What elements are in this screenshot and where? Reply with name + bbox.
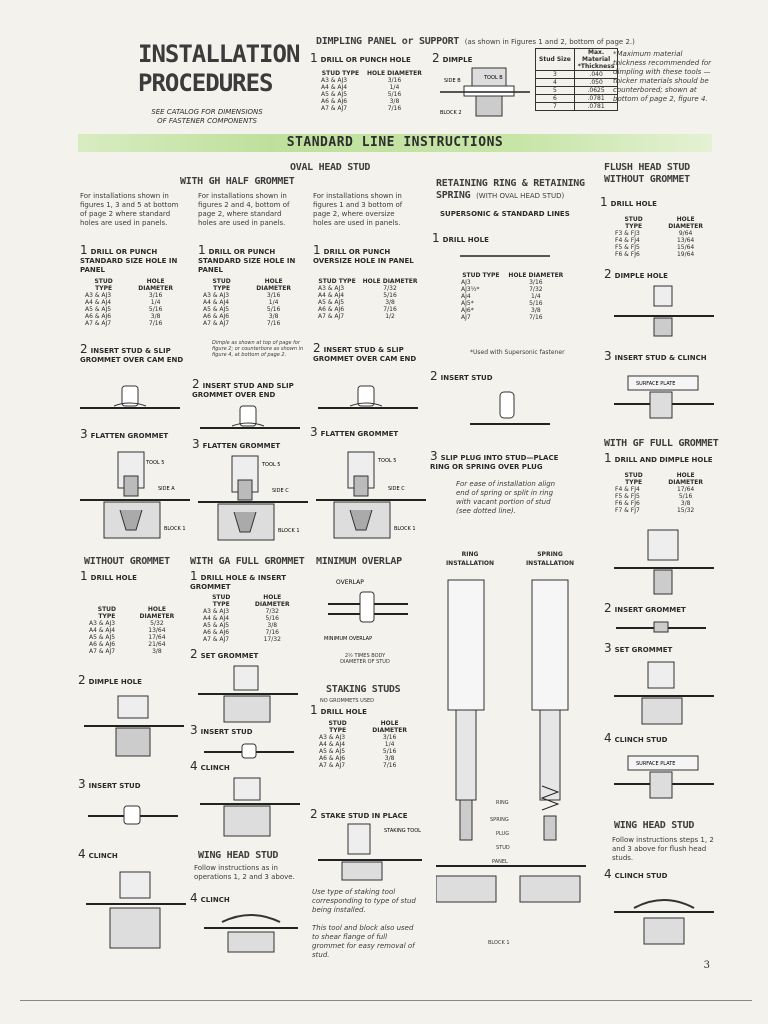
dimpling-step-2: 2 DIMPLE [432,51,473,65]
gf-step-1: 1 DRILL AND DIMPLE HOLE [604,451,713,465]
table-row: A7 & AJ7 3/8 [89,648,162,655]
col-a-para: For installations shown in figures 1, 3 and 5 at bottom of page 2 where standard holes are used in panels. [80,192,179,227]
table-row: A4 & AJ4 1/4 [319,741,395,748]
table-row: F6 & FJ6 3/8 [615,500,691,507]
table-row: A5 & AJ5 5/16 [85,306,163,313]
table-row: A6 & AJ6 7/16 [203,629,279,636]
gf-step-3: 3 SET GROMMET [604,641,673,655]
svg-text:SURFACE PLATE: SURFACE PLATE [636,761,676,767]
ga-clinch-figure [200,776,300,840]
col-c-step-3: 3 FLATTEN GROMMET [310,425,399,439]
staking-para-2: This tool and block also used to shear flange of full grommet for easy removal of stud. [312,924,415,959]
max-thickness-note: *Maximum material thickness recommended for dimpling with these tools — thicker materials should be counterbored; shown at bottom of page 2, figure 4. [613,50,712,103]
table-row: 6 .0781 [536,95,618,103]
table-row: A6 & AJ6 3/8 [203,313,279,320]
wing-para-left: Follow instructions as in operations 1, 2 and 3 above. [194,864,295,881]
ga-step-2: 2 SET GROMMET [190,647,259,661]
gh-grommet-title: WITH GH HALF GROMMET [180,176,295,187]
table-row: A4 & AJ4 1/4 [321,84,400,91]
table-row: A5 & AJ5 17/64 [89,634,166,641]
minimum-overlap-title: MINIMUM OVERLAP [316,556,402,567]
table-row: A6 & AJ6 21/64 [89,641,166,648]
table-row: A3 & AJ3 3/16 [203,292,281,299]
table-row: A5 & AJ5 3/8 [203,622,278,629]
table-row: AJ3 3/16 [461,279,543,286]
max-thickness-table [535,48,618,111]
ring-spring-installation-figure [436,576,586,906]
overlap-note: 2½ TIMES BODY DIAMETER OF STUD [340,653,390,665]
col-c-step-2: 2 INSERT STUD & SLIP GROMMET OVER CAM END [313,341,417,363]
ga-step-1: 1 DRILL HOLE & INSERT GROMMET [190,569,286,591]
table-row: 7 .0781 [536,103,618,111]
retaining-step-3: 3 SLIP PLUG INTO STUD—PLACE RING OR SPRING OVER PLUG [430,449,559,471]
table-row: A5 & AJ5 5/16 [203,306,281,313]
col-a-step-1: 1 DRILL OR PUNCH STANDARD SIZE HOLE IN PANEL [80,243,178,274]
gf-dimple-figure [614,528,714,598]
table-row: F7 & FJ7 15/32 [615,507,695,514]
bottom-rule [20,1000,752,1001]
table-row: AJ6* 3/8 [461,307,541,314]
gf-grommet-title: WITH GF FULL GROMMET [604,438,719,449]
set-grommet-figure [614,660,714,730]
table-row: A3 & AJ3 5/32 [89,620,164,627]
svg-text:SIDE C: SIDE C [388,486,405,492]
table-row: AJ3½* 7/32 [461,286,543,293]
col-b-hole-table: STUD TYPE HOLE DIAMETER A3 & AJ3 3/16 A4 & AJ4 1/4 A5 & AJ5 5/16 A6 & AJ6 3/8 A7 & AJ7 7/16 [200,278,304,327]
dimpling-title: DIMPLING PANEL or SUPPORT (as shown in Figures 1 and 2, bottom of page 2.) [316,36,635,47]
without-step-4: 4 CLINCH [78,847,118,861]
retaining-step-1: 1 DRILL HOLE [432,231,489,245]
oval-head-title: OVAL HEAD STUD [290,162,371,173]
block-label: BLOCK 1 [164,526,186,532]
wing-para-right: Follow instructions steps 1, 2 and 3 above for flush head studs. [612,836,714,862]
spring-callout: SPRING [490,817,509,823]
ga-grommet-title: WITH GA FULL GROMMET [190,556,305,567]
table-row: A6 & AJ6 3/8 [85,313,161,320]
table-row: A6 & AJ6 3/8 [319,755,395,762]
wing-clinch-figure-left [204,908,298,956]
table-row: F5 & FJ5 15/64 [615,244,695,251]
staking-subtitle: NO GROMMETS USED [320,698,374,704]
table-row: A7 & AJ7 7/16 [321,105,402,112]
col-a-step-2: 2 INSERT STUD & SLIP GROMMET OVER CAM END [80,342,184,364]
retaining-title: RETAINING RING & RETAINING SPRING (WITH OVAL HEAD STUD) [436,178,585,201]
table-row: F4 & FJ4 17/64 [615,486,695,493]
insert-stud-figure-c [318,380,418,420]
staking-step-1: 1 DRILL HOLE [310,703,367,717]
flush-step-3: 3 INSERT STUD & CLINCH [604,349,707,363]
col-b-step-1: 1 DRILL OR PUNCH STANDARD SIZE HOLE IN PANEL [198,243,296,274]
table-row: A4 & AJ4 1/4 [203,299,279,306]
table-row: A4 & AJ4 1/4 [85,299,161,306]
overlap-label: OVERLAP [336,579,364,586]
flatten-grommet-figure-c [316,450,426,542]
catalog-note: SEE CATALOG FOR DIMENSIONS OF FASTENER COMPONENTS [151,108,263,125]
table-row: AJ4 1/4 [461,293,541,300]
without-step-3: 3 INSERT STUD [78,777,141,791]
staking-step-2: 2 STAKE STUD IN PLACE [310,807,408,821]
col-a-step-3: 3 FLATTEN GROMMET [80,427,169,441]
ga-hole-table: STUD TYPE HOLE DIAMETER A3 & AJ3 7/32 A4 & AJ4 5/16 A5 & AJ5 3/8 A6 & AJ6 7/16 A7 & AJ7 17/32 [200,594,302,643]
table-row: A3 & AJ3 3/16 [319,734,397,741]
without-step-2: 2 DIMPLE HOLE [78,673,142,687]
svg-text:TOOL 5: TOOL 5 [262,462,281,468]
flush-head-title: FLUSH HEAD STUD WITHOUT GROMMET [604,162,690,185]
without-clinch-figure [86,868,186,954]
table-row: A7 & AJ7 7/16 [203,320,281,327]
block-1-label: BLOCK 1 [488,940,510,946]
table-row: A4 & AJ4 13/64 [89,627,166,634]
table-row: AJ7 7/16 [461,314,543,321]
stud-callout: STUD [496,845,510,851]
table-row: A7 & AJ7 7/16 [319,762,397,769]
dimpling-subtitle: (as shown in Figures 1 and 2, bottom of page 2.) [464,38,635,46]
table-row: A3 & AJ3 7/32 [203,608,279,615]
ga-insert-figure [204,742,294,760]
retaining-step-2: 2 INSERT STUD [430,369,493,383]
drill-hole-figure [460,250,550,262]
without-insert-figure [88,800,178,830]
table-row: A4 & AJ4 5/16 [203,615,279,622]
col-header: Max. Material *Thickness [574,49,618,71]
table-row: A7 & AJ7 17/32 [203,636,281,643]
retaining-para: For ease of installation align end of spring or split in ring with vacant portion of stud (see dotted line). [456,480,556,515]
gf-hole-table: STUD TYPE HOLE DIAMETER F4 & FJ4 17/64 F5 & FJ5 5/16 F6 & FJ6 3/8 F7 & FJ7 15/32 [612,472,716,514]
insert-stud-figure-retaining [470,386,550,436]
ring-installation-label: RING INSTALLATION [445,551,495,567]
insert-grommet-figure [616,618,706,638]
dimple-note: Dimple as shown at top of page for figure 2; or counterbore as shown in figure 4, at bottom of page 2. [212,340,304,358]
table-row: A4 & AJ4 5/16 [318,292,397,299]
page-number: 3 [703,960,710,971]
table-row: A3 & AJ3 3/16 [321,77,402,84]
svg-text:BLOCK 1: BLOCK 1 [394,526,416,532]
ga-step-3: 3 INSERT STUD [190,723,253,737]
wing-step-4-right: 4 CLINCH STUD [604,867,668,881]
side-label: SIDE A [158,486,175,492]
table-row: F4 & FJ4 13/64 [615,237,695,244]
svg-text:SIDE C: SIDE C [272,488,289,494]
col-a-hole-table: STUD TYPE HOLE DIAMETER A3 & AJ3 3/16 A4 & AJ4 1/4 A5 & AJ5 5/16 A6 & AJ6 3/8 A7 & AJ7 7/16 [82,278,186,327]
table-row: A7 & AJ7 7/16 [85,320,163,327]
without-dimple-figure [84,694,184,760]
col-b-para: For installations shown in figures 2 and 4, bottom of page 2, where standard holes are used in panels. [198,192,290,227]
flush-clinch-figure [614,372,714,428]
col-header: Stud Size [536,49,575,71]
retaining-subtitle: SUPERSONIC & STANDARD LINES [440,210,570,218]
staking-title: STAKING STUDS [326,684,401,695]
table-row: AJ5* 5/16 [461,300,543,307]
table-row: A7 & AJ7 1/2 [318,313,395,320]
panel-callout: PANEL [492,859,508,865]
table-row: A3 & AJ3 7/32 [318,285,397,292]
ring-callout: RING [496,800,509,806]
without-step-1: 1 DRILL HOLE [80,569,137,583]
table-row: F3 & FJ3 9/64 [615,230,693,237]
ga-set-grommet-figure [198,664,298,726]
overlap-figure [318,574,418,644]
staking-para-1: Use type of staking tool corresponding to type of stud being installed. [312,888,416,914]
gf-clinch-figure [614,752,714,808]
col-header: STUD TYPE [321,70,360,77]
table-row: F6 & FJ6 19/64 [615,251,695,258]
supersonic-footnote: *Used with Supersonic fastener [470,349,565,356]
svg-text:TOOL 5: TOOL 5 [378,458,397,464]
table-row: 4 .050 [536,79,618,87]
flush-step-1: 1 DRILL HOLE [600,195,657,209]
wing-head-title-left: WING HEAD STUD [198,850,279,861]
staking-hole-table: STUD TYPE HOLE DIAMETER A3 & AJ3 3/16 A4 & AJ4 1/4 A5 & AJ5 5/16 A6 & AJ6 3/8 A7 & AJ7 7/16 [316,720,420,769]
table-row: A6 & AJ6 7/16 [318,306,397,313]
without-hole-table: STUD TYPE HOLE DIAMETER A3 & AJ3 5/32 A4 & AJ4 13/64 A5 & AJ5 17/64 A6 & AJ6 21/64 A7 & AJ7 3/8 [86,606,186,655]
table-row: A6 & AJ6 3/8 [321,98,400,105]
gf-step-4: 4 CLINCH STUD [604,731,668,745]
staking-figure [318,822,422,884]
block-2-label: BLOCK 2 [440,110,462,116]
gf-step-2: 2 INSERT GROMMET [604,601,686,615]
spring-installation-label: SPRING INSTALLATION [525,551,575,567]
col-b-step-3: 3 FLATTEN GROMMET [192,437,281,451]
dimpling-step-1: 1 DRILL OR PUNCH HOLE [310,51,411,65]
section-banner: STANDARD LINE INSTRUCTIONS [78,134,712,152]
table-row: A5 & AJ5 5/16 [319,748,397,755]
table-row: A3 & AJ3 3/16 [85,292,163,299]
flush-dimple-figure [614,284,714,340]
col-b-step-2: 2 INSERT STUD AND SLIP GROMMET OVER END [192,377,294,399]
flatten-grommet-figure-a [80,450,190,542]
tool-label: TOOL 5 [146,460,165,466]
col-c-para: For installations shown in figures 1 and 3 bottom of page 2, where oversize holes are used in panels. [313,192,403,227]
slip-grommet-figure [200,400,300,438]
flatten-grommet-figure-b [198,452,308,544]
flush-step-2: 2 DIMPLE HOLE [604,267,668,281]
page-title: INSTALLATION PROCEDURES [138,40,300,97]
without-grommet-title: WITHOUT GROMMET [84,556,170,567]
surface-plate-label: SURFACE PLATE [636,381,676,387]
retaining-hole-table: STUD TYPE HOLE DIAMETER AJ3 3/16 AJ3½* 7/32 AJ4 1/4 AJ5* 5/16 AJ6* 3/8 AJ7 7/16 [458,272,568,321]
side-b-label: SIDE B [444,78,461,84]
plug-callout: PLUG [496,831,510,837]
table-row: A5 & AJ5 3/8 [318,299,395,306]
wing-step-4-left: 4 CLINCH [190,891,230,905]
table-row: 3 .040 [536,71,618,79]
tool-b-label: TOOL B [484,75,503,81]
insert-stud-figure [80,380,180,420]
flush-hole-table: STUD TYPE HOLE DIAMETER F3 & FJ3 9/64 F4 & FJ4 13/64 F5 & FJ5 15/64 F6 & FJ6 19/64 [612,216,716,258]
svg-text:BLOCK 1: BLOCK 1 [278,528,300,534]
min-overlap-label: MINIMUM OVERLAP [324,636,373,642]
wing-clinch-figure-right [614,888,714,948]
col-header: HOLE DIAMETER [367,70,422,77]
dimple-figure [440,64,530,124]
ga-step-4: 4 CLINCH [190,759,230,773]
wing-head-title-right: WING HEAD STUD [614,820,695,831]
table-row: A5 & AJ5 5/16 [321,91,402,98]
staking-tool-label: STAKING TOOL [384,828,421,834]
col-c-step-1: 1 DRILL OR PUNCH OVERSIZE HOLE IN PANEL [313,243,414,265]
table-row: 5 .0625 [536,87,618,95]
dimpling-hole-table [318,70,426,112]
table-row: F5 & FJ5 5/16 [615,493,693,500]
col-c-hole-table: STUD TYPE HOLE DIAMETER A3 & AJ3 7/32 A4 & AJ4 5/16 A5 & AJ5 3/8 A6 & AJ6 7/16 A7 & AJ7 1/2 [315,278,421,320]
